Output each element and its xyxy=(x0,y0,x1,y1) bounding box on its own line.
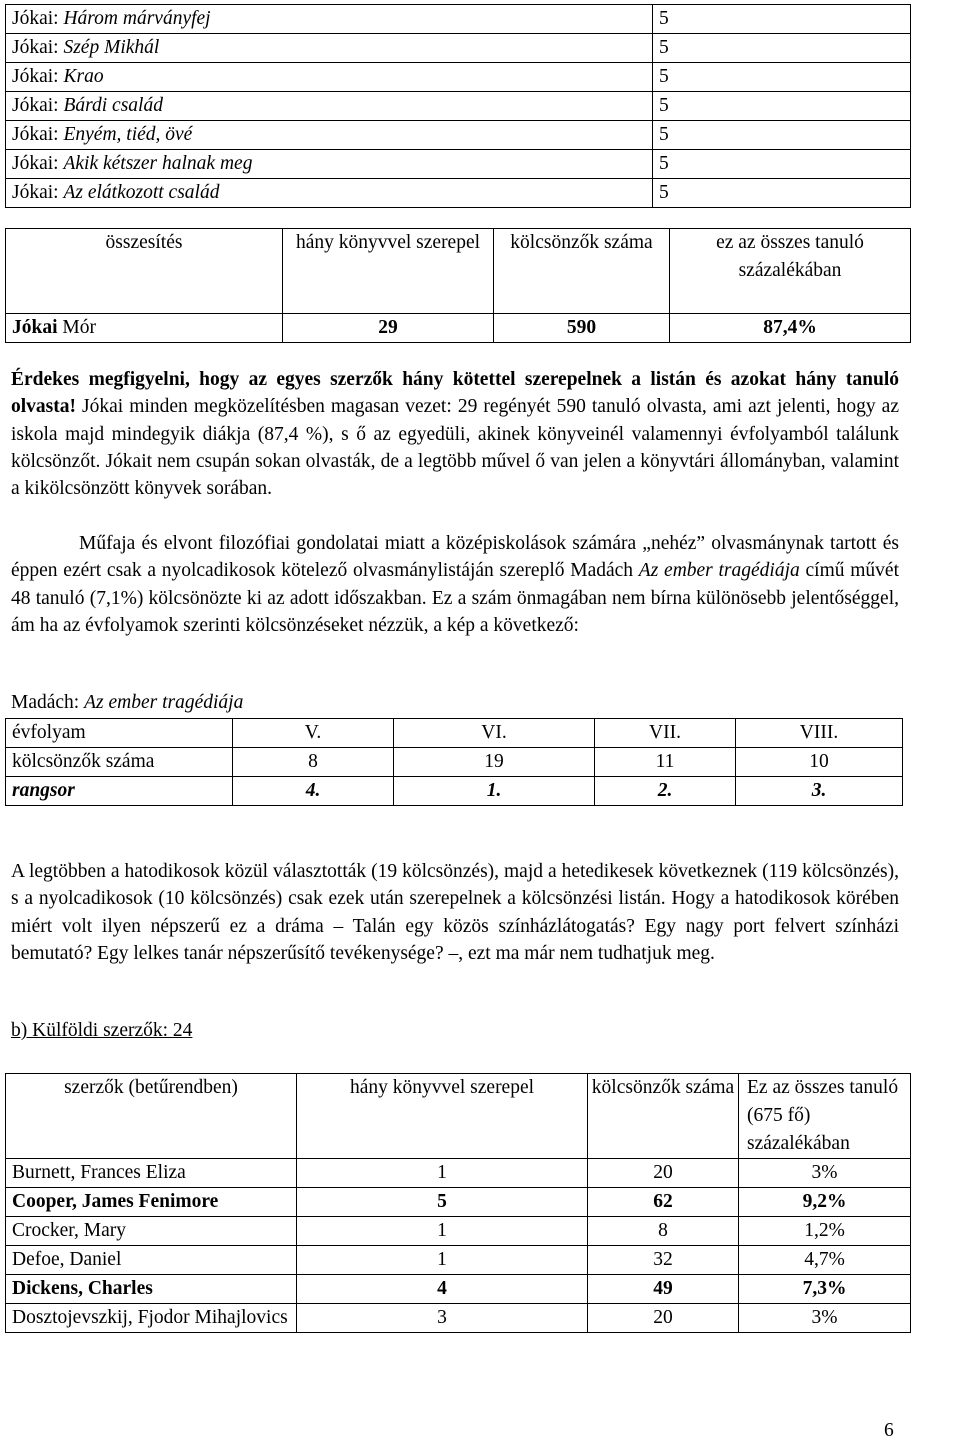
table-row xyxy=(6,1275,911,1304)
books-cell: 5 xyxy=(297,1188,588,1217)
table-header-row xyxy=(6,229,911,314)
paragraph-jokai xyxy=(11,366,899,502)
foreign-authors-table xyxy=(5,1073,911,1333)
table-row xyxy=(6,121,911,150)
column-header: összesítés xyxy=(6,229,283,314)
table-header-row xyxy=(6,1074,911,1159)
borrowers-cell: 20 xyxy=(588,1304,739,1333)
books-cell: 1 xyxy=(297,1159,588,1188)
paragraph-text: Műfaja és elvont filozófiai gondolatai miatt a középiskolások számára „nehéz” olvasmánynak tartott és éppen ezért csak a nyolcadikosok kötelező olvasmánylistáján szereplő Madách xyxy=(11,533,899,582)
author-label: Jókai: xyxy=(12,66,64,87)
author-label: Madách: xyxy=(11,692,85,713)
column-header: kölcsönzők száma xyxy=(588,1074,739,1159)
madach-table-title xyxy=(11,692,243,714)
work-title: Az ember tragédiája xyxy=(84,692,244,713)
book-count: 5 xyxy=(653,179,911,208)
row-label: évfolyam xyxy=(6,719,233,748)
author-label: Jókai: xyxy=(12,153,64,174)
column-header: Ez az összes tanuló (675 fő) százalékában xyxy=(739,1074,911,1159)
author-cell xyxy=(6,314,283,343)
percent-cell: 9,2% xyxy=(739,1188,911,1217)
table-row xyxy=(6,314,911,343)
author-surname: Jókai xyxy=(12,317,58,338)
books-cell: 1 xyxy=(297,1246,588,1275)
book-title: Krao xyxy=(63,66,104,87)
table-row xyxy=(6,92,911,121)
summary-table xyxy=(5,228,911,343)
author-cell: Defoe, Daniel xyxy=(6,1246,297,1275)
author-label: Jókai: xyxy=(12,182,64,203)
books-cell: 3 xyxy=(297,1304,588,1333)
table-row xyxy=(6,1246,911,1275)
paragraph-intro: Érdekes megfigyelni, hogy az egyes szerzők hány kötettel szerepelnek a listán és azokat hány tanuló olvasta! xyxy=(11,369,899,418)
section-title: b) Külföldi szerzők: 24 xyxy=(11,1020,193,1041)
book-title: Akik kétszer halnak meg xyxy=(63,153,253,174)
borrowers-cell: 10 xyxy=(736,748,903,777)
row-label: kölcsönzők száma xyxy=(6,748,233,777)
borrowers-cell: 11 xyxy=(595,748,736,777)
borrowers-cell: 8 xyxy=(588,1217,739,1246)
work-title: Az ember tragédiája xyxy=(638,560,800,582)
borrowers-cell: 32 xyxy=(588,1246,739,1275)
author-label: Jókai: xyxy=(12,95,64,116)
table-row xyxy=(6,719,903,748)
column-header: ez az összes tanuló százalékában xyxy=(670,229,911,314)
rank-cell: 3. xyxy=(736,777,903,806)
author-label: Jókai: xyxy=(12,37,64,58)
book-title: Bárdi család xyxy=(63,95,163,116)
madach-grade-table xyxy=(5,718,903,806)
author-label: Jókai: xyxy=(12,8,64,29)
author-cell: Cooper, James Fenimore xyxy=(6,1188,297,1217)
column-header: szerzők (betűrendben) xyxy=(6,1074,297,1159)
author-cell: Burnett, Frances Eliza xyxy=(6,1159,297,1188)
percent-cell: 7,3% xyxy=(739,1275,911,1304)
table-row xyxy=(6,179,911,208)
books-cell: 1 xyxy=(297,1217,588,1246)
book-count: 5 xyxy=(653,92,911,121)
table-row xyxy=(6,34,911,63)
paragraph-text: című művét 48 tanuló (7,1%) kölcsönözte ki az adott időszakban. Ez a szám önmagában nem bírna különösebb jelentőséggel, ám ha az évfolyamok szerinti kölcsönzéseket nézzük, a kép a következő: xyxy=(11,560,899,636)
book-count: 5 xyxy=(653,63,911,92)
author-cell: Dosztojevszkij, Fjodor Mihajlovics xyxy=(6,1304,297,1333)
book-count: 5 xyxy=(653,121,911,150)
table-row xyxy=(6,748,903,777)
rank-cell: 4. xyxy=(233,777,394,806)
percent-cell: 3% xyxy=(739,1159,911,1188)
grade-cell: VI. xyxy=(394,719,595,748)
rank-cell: 2. xyxy=(595,777,736,806)
borrowers-cell: 590 xyxy=(494,314,670,343)
book-count: 5 xyxy=(653,34,911,63)
percent-cell: 3% xyxy=(739,1304,911,1333)
author-cell: Dickens, Charles xyxy=(6,1275,297,1304)
author-label: Jókai: xyxy=(12,124,64,145)
author-cell: Crocker, Mary xyxy=(6,1217,297,1246)
author-firstname: Mór xyxy=(57,317,96,338)
column-header: hány könyvvel szerepel xyxy=(283,229,494,314)
rank-cell: 1. xyxy=(394,777,595,806)
borrowers-cell: 20 xyxy=(588,1159,739,1188)
borrowers-cell: 8 xyxy=(233,748,394,777)
page-number: 6 xyxy=(884,1420,894,1441)
jokai-books-table xyxy=(5,4,911,208)
column-header: kölcsönzők száma xyxy=(494,229,670,314)
book-title: Szép Mikhál xyxy=(63,37,160,58)
grade-cell: VIII. xyxy=(736,719,903,748)
percent-cell: 4,7% xyxy=(739,1246,911,1275)
borrowers-cell: 19 xyxy=(394,748,595,777)
column-header: hány könyvvel szerepel xyxy=(297,1074,588,1159)
book-title: Az elátkozott család xyxy=(63,182,220,203)
percent-cell: 87,4% xyxy=(670,314,911,343)
row-label: rangsor xyxy=(6,777,233,806)
grade-cell: VII. xyxy=(595,719,736,748)
paragraph-madach xyxy=(11,530,899,639)
table-row xyxy=(6,1217,911,1246)
table-row xyxy=(6,63,911,92)
table-row xyxy=(6,1304,911,1333)
paragraph-text: Jókai minden megközelítésben magasan vezet: 29 regényét 590 tanuló olvasta, ami azt jelenti, hogy az iskola majd mindegyik diákja (87,4 %), s ő az egyedüli, akinek könyveinél valamennyi évfolyamból találunk kölcsönzőt. Jókait nem csupán sokan olvasták, de a legtöbb művel ő van jelen a könyvtári állományban, valamint a kikölcsönzött könyvek sorában. xyxy=(11,396,899,500)
percent-cell: 1,2% xyxy=(739,1217,911,1246)
book-title: Enyém, tiéd, övé xyxy=(63,124,193,145)
grade-cell: V. xyxy=(233,719,394,748)
table-row xyxy=(6,1188,911,1217)
table-row xyxy=(6,1159,911,1188)
table-row xyxy=(6,777,903,806)
table-row xyxy=(6,150,911,179)
table-row xyxy=(6,5,911,34)
books-cell: 4 xyxy=(297,1275,588,1304)
borrowers-cell: 49 xyxy=(588,1275,739,1304)
paragraph-grades: A legtöbben a hatodikosok közül választották (19 kölcsönzés), majd a hetedikesek következnek (119 kölcsönzés), s a nyolcadikosok (10 kölcsönzés) csak ezek után szerepelnek a kölcsönzési listán. Hogy a hatodikosok körében miért volt ilyen népszerű ez a dráma – Talán egy közös színházlátogatás? Egy nagy port felvert színházi bemutató? Egy lelkes tanár népszerűsítő tevékenysége? –, ezt ma már nem tudhatjuk meg. xyxy=(11,861,899,964)
book-count: 5 xyxy=(653,5,911,34)
book-count: 5 xyxy=(653,150,911,179)
borrowers-cell: 62 xyxy=(588,1188,739,1217)
book-title: Három márványfej xyxy=(63,8,211,29)
books-cell: 29 xyxy=(283,314,494,343)
